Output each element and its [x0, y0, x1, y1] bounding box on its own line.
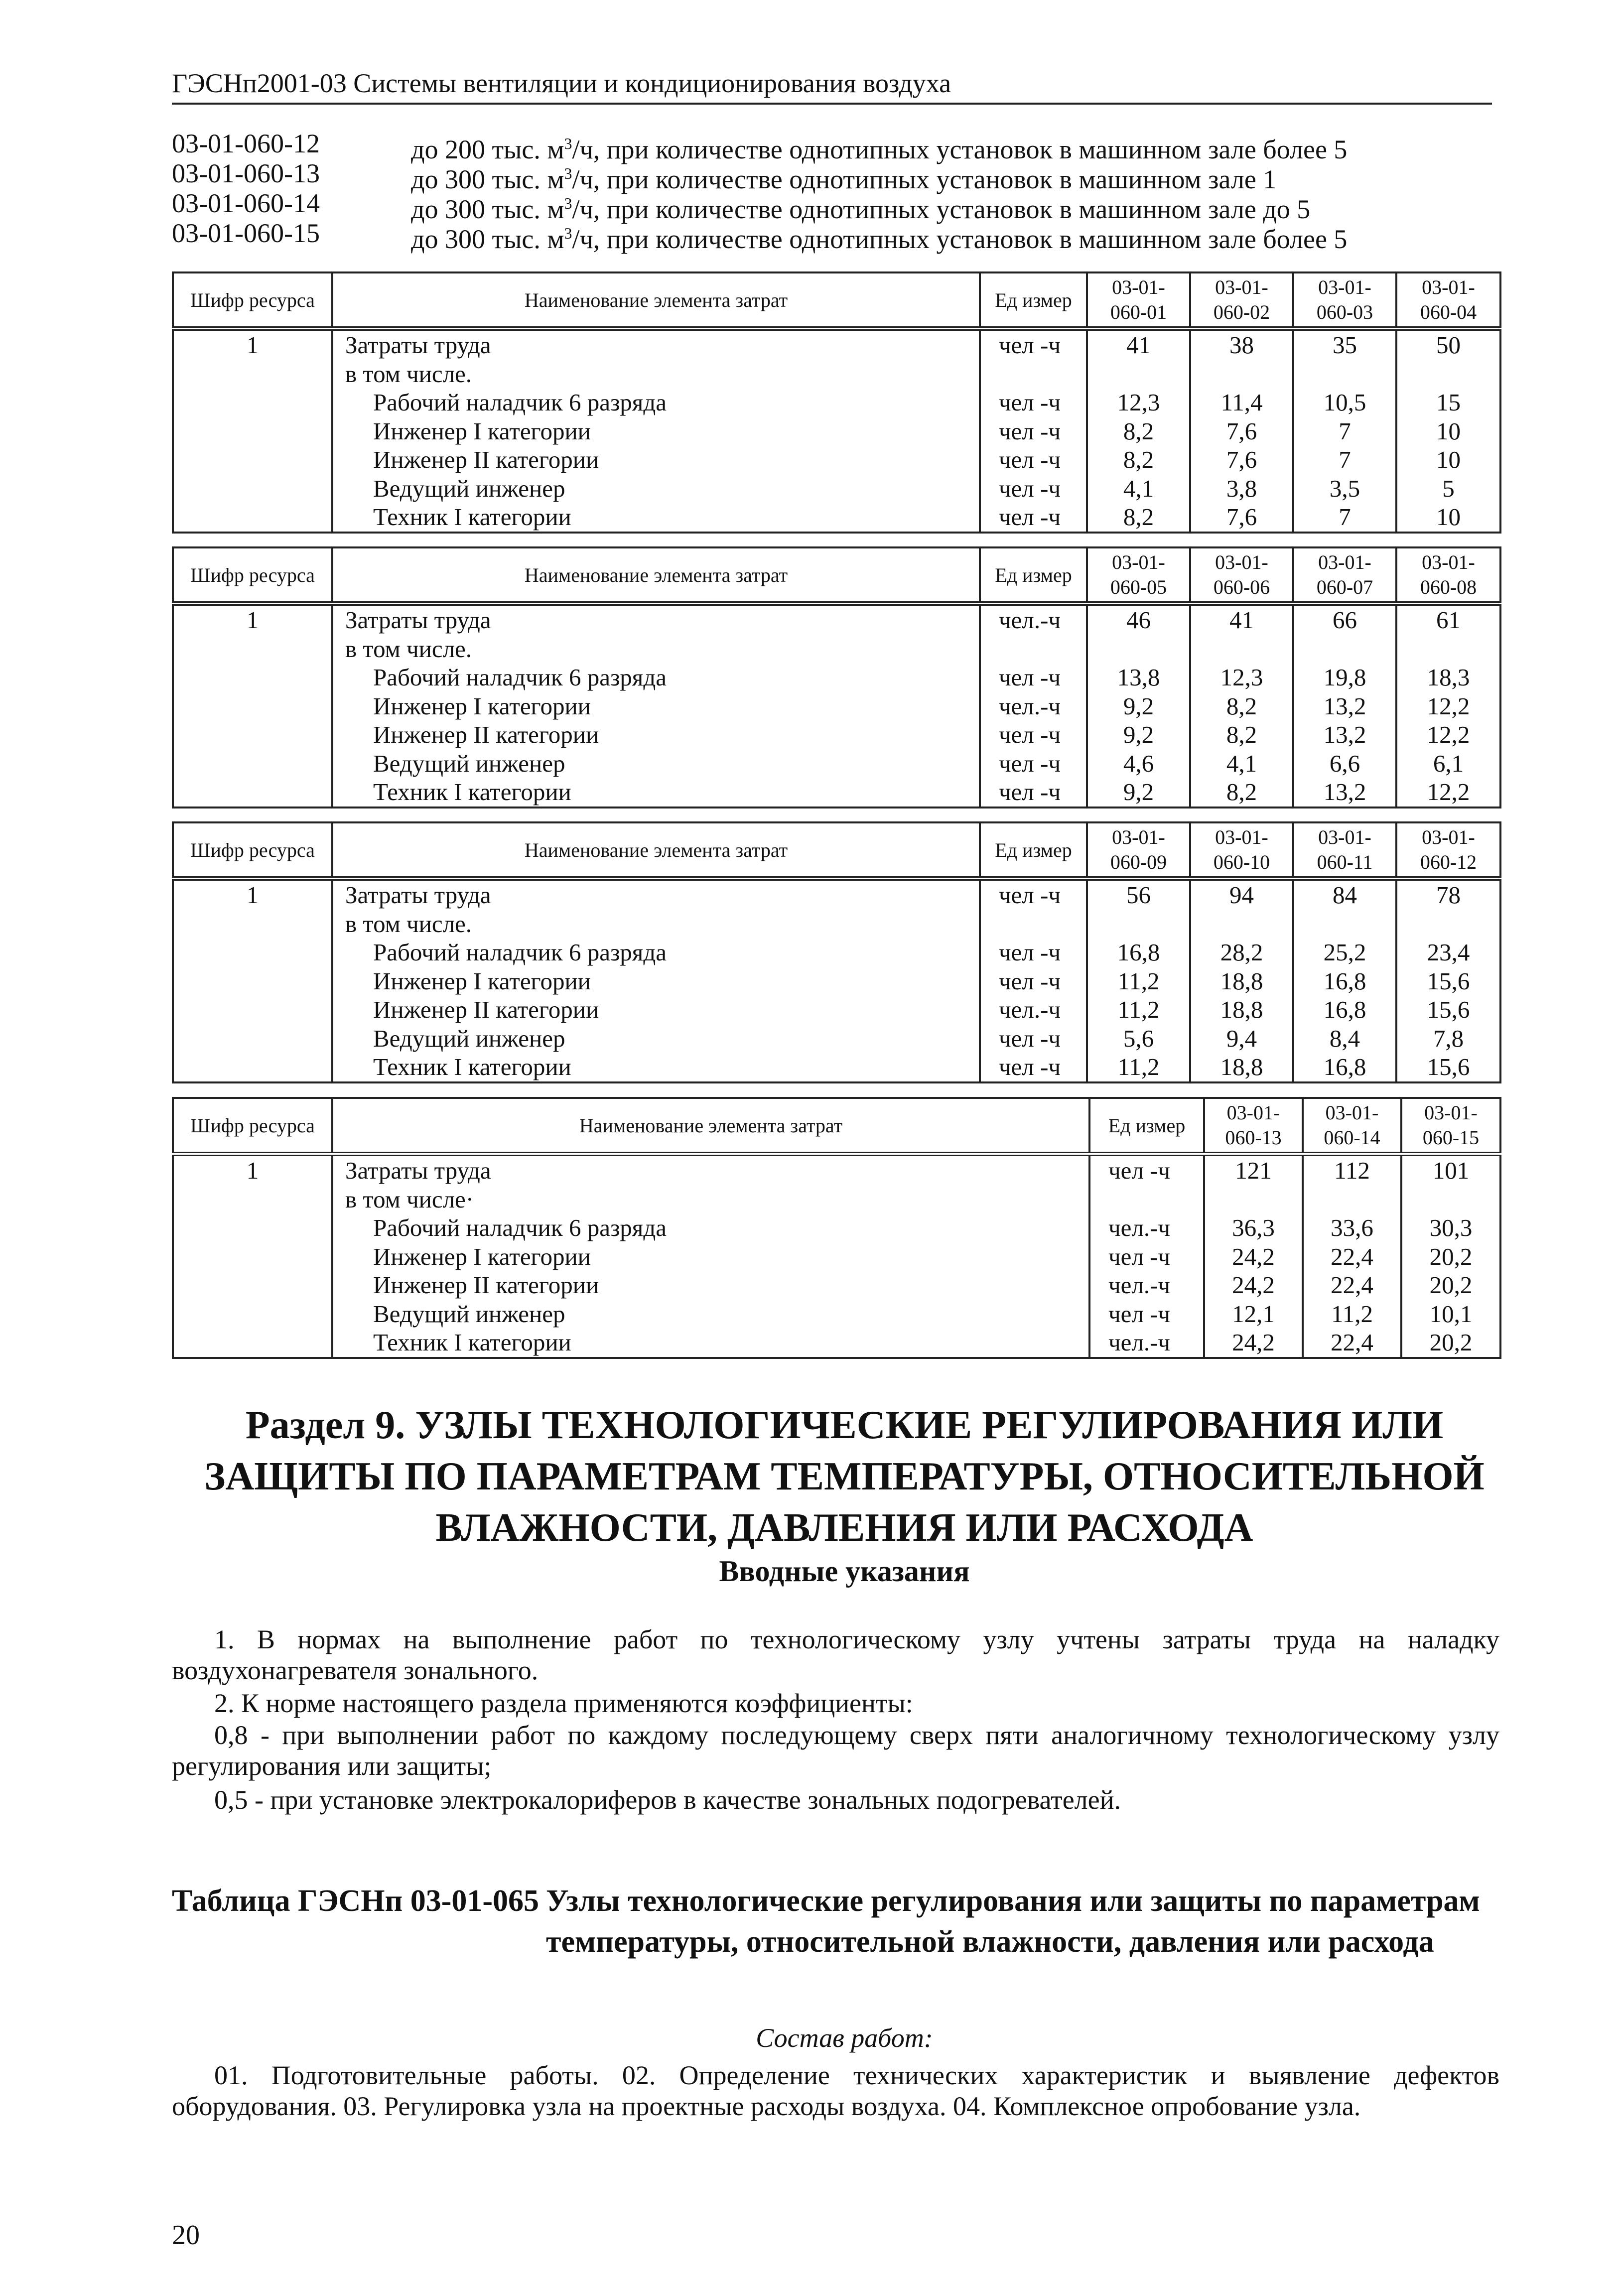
value-cell: [1204, 1185, 1303, 1214]
resource-code-cell: [173, 663, 332, 692]
header-cost-element: Наименование элемента затрат: [332, 1098, 1089, 1154]
value-cell: 10: [1396, 503, 1500, 533]
intro-paragraph: 1. В нормах на выполнение работ по технологическому узлу учтены затраты труда на наладку воздухонагревателя зонального.: [172, 1624, 1499, 1685]
resource-code-cell: [173, 1242, 332, 1271]
table-row: [173, 910, 1500, 939]
value-cell: 121: [1204, 1154, 1303, 1185]
unit-cell: чел -ч: [980, 1024, 1087, 1053]
value-cell: 35: [1293, 329, 1396, 360]
cost-element-cell: Ведущий инженер: [332, 749, 980, 778]
unit-cell: чел -ч: [980, 474, 1087, 503]
value-cell: 5: [1396, 474, 1500, 503]
table-row: [173, 329, 1500, 360]
value-cell: [1087, 635, 1190, 664]
table-row: [173, 1024, 1500, 1053]
section-title-line: ЗАЩИТЫ ПО ПАРАМЕТРАМ ТЕМПЕРАТУРЫ, ОТНОСИТЕЛЬНОЙ: [204, 1455, 1485, 1498]
value-cell: 8,2: [1087, 417, 1190, 446]
value-cell: 8,2: [1190, 778, 1293, 807]
code-id: 03-01-060-13: [172, 158, 320, 188]
value-cell: 9,2: [1087, 778, 1190, 807]
value-cell: 36,3: [1204, 1213, 1303, 1242]
resource-code-cell: 1: [173, 1154, 332, 1185]
value-cell: [1293, 635, 1396, 664]
unit-cell: чел.-ч: [1089, 1213, 1204, 1242]
table-row: [173, 417, 1500, 446]
value-cell: 9,2: [1087, 692, 1190, 721]
unit-cell: чел -ч: [980, 417, 1087, 446]
cost-element-cell: Инженер I категории: [332, 692, 980, 721]
value-cell: 8,2: [1190, 720, 1293, 749]
value-cell: 41: [1087, 329, 1190, 360]
cost-element-cell: Инженер II категории: [332, 1271, 1089, 1300]
value-cell: 7,8: [1396, 1024, 1500, 1053]
cost-element-cell: Инженер I категории: [332, 1242, 1089, 1271]
header-norm-code: 03-01- 060-02: [1190, 272, 1293, 329]
cost-element-cell: Ведущий инженер: [332, 1300, 1089, 1329]
unit-cell: [1089, 1185, 1204, 1214]
value-cell: [1087, 910, 1190, 939]
header-unit: Ед измер: [1089, 1098, 1204, 1154]
unit-cell: чел -ч: [980, 938, 1087, 967]
table-row: [173, 938, 1500, 967]
table-row: [173, 445, 1500, 474]
value-cell: 112: [1303, 1154, 1401, 1185]
header-unit: Ед измер: [980, 822, 1087, 879]
value-cell: 7: [1293, 417, 1396, 446]
value-cell: 101: [1401, 1154, 1500, 1185]
table-row: [173, 1154, 1500, 1185]
resource-code-cell: [173, 1213, 332, 1242]
value-cell: 12,1: [1204, 1300, 1303, 1329]
section-title-line: ВЛАЖНОСТИ, ДАВЛЕНИЯ ИЛИ РАСХОДА: [435, 1506, 1253, 1550]
code-desc: до 300 тыс. $м^3/ч$, при количестве однотипных установок в машинном зале более 5: [411, 224, 1348, 254]
header-resource-code: Шифр ресурса: [173, 547, 332, 604]
value-cell: 78: [1396, 879, 1500, 910]
unit-cell: [980, 635, 1087, 664]
value-cell: 13,2: [1293, 692, 1396, 721]
table-row: [173, 604, 1500, 635]
resource-code-cell: 1: [173, 879, 332, 910]
table-title: [172, 1881, 1517, 1962]
unit-cell: чел -ч: [980, 749, 1087, 778]
unit-cell: [980, 910, 1087, 939]
value-cell: 7,6: [1190, 445, 1293, 474]
table-row: [173, 360, 1500, 389]
cost-element-cell: Инженер II категории: [332, 995, 980, 1024]
value-cell: 8,2: [1087, 445, 1190, 474]
page-number: 20: [172, 2220, 200, 2251]
value-cell: 9,2: [1087, 720, 1190, 749]
unit-cell: чел.-ч: [1089, 1328, 1204, 1358]
unit-cell: [980, 360, 1087, 389]
code-id: 03-01-060-12: [172, 129, 320, 158]
header-norm-code: 03-01- 060-11: [1293, 822, 1396, 879]
table-row: [173, 720, 1500, 749]
section-title-line: Раздел 9. УЗЛЫ ТЕХНОЛОГИЧЕСКИЕ РЕГУЛИРОВАНИЯ ИЛИ: [245, 1403, 1444, 1447]
resource-code-cell: [173, 388, 332, 417]
value-cell: 7,6: [1190, 503, 1293, 533]
cost-element-cell: Затраты труда: [332, 1154, 1089, 1185]
value-cell: 10,1: [1401, 1300, 1500, 1329]
table-title-text: Узлы технологические регулирования или защиты по параметрам температуры, относительной влажности, давления или расхода: [546, 1884, 1480, 1959]
value-cell: 10,5: [1293, 388, 1396, 417]
cost-element-cell: Рабочий наладчик 6 разряда: [332, 1213, 1089, 1242]
code-line: [172, 188, 1517, 224]
table-row: [173, 879, 1500, 910]
value-cell: 94: [1190, 879, 1293, 910]
value-cell: 28,2: [1190, 938, 1293, 967]
header-norm-code: 03-01- 060-12: [1396, 822, 1500, 879]
resource-code-cell: [173, 778, 332, 807]
table-row: [173, 474, 1500, 503]
cost-element-cell: Затраты труда: [332, 879, 980, 910]
unit-cell: чел -ч: [980, 879, 1087, 910]
intro-paragraph: 0,8 - при выполнении работ по каждому последующему сверх пяти аналогичному технологическому узлу регулирования или защиты;: [172, 1720, 1499, 1781]
cost-element-cell: Инженер I категории: [332, 417, 980, 446]
value-cell: 12,2: [1396, 692, 1500, 721]
resource-code-cell: [173, 1185, 332, 1214]
value-cell: 46: [1087, 604, 1190, 635]
resource-code-cell: [173, 967, 332, 996]
unit-cell: чел.-ч: [980, 995, 1087, 1024]
value-cell: 24,2: [1204, 1242, 1303, 1271]
cost-element-cell: Техник I категории: [332, 778, 980, 807]
unit-cell: чел -ч: [980, 329, 1087, 360]
header-resource-code: Шифр ресурса: [173, 272, 332, 329]
cost-element-cell: в том числе·: [332, 1185, 1089, 1214]
value-cell: [1087, 360, 1190, 389]
unit-cell: чел -ч: [980, 778, 1087, 807]
resource-code-cell: [173, 635, 332, 664]
cost-element-cell: Рабочий наладчик 6 разряда: [332, 938, 980, 967]
value-cell: 12,2: [1396, 778, 1500, 807]
value-cell: [1396, 910, 1500, 939]
value-cell: 5,6: [1087, 1024, 1190, 1053]
work-composition-text: 01. Подготовительные работы. 02. Определение технических характеристик и выявление дефектов оборудования. 03. Регулировка узла на проектные расходы воздуха. 04. Комплексное опробование узла.: [172, 2060, 1499, 2121]
header-norm-code: 03-01- 060-10: [1190, 822, 1293, 879]
cost-element-cell: Техник I категории: [332, 503, 980, 533]
value-cell: 12,3: [1190, 663, 1293, 692]
resource-code-cell: 1: [173, 329, 332, 360]
header-norm-code: 03-01- 060-01: [1087, 272, 1190, 329]
value-cell: 4,1: [1190, 749, 1293, 778]
resource-code-cell: [173, 692, 332, 721]
value-cell: 10: [1396, 417, 1500, 446]
value-cell: 19,8: [1293, 663, 1396, 692]
cost-element-cell: Инженер II категории: [332, 445, 980, 474]
cost-element-cell: в том числе.: [332, 635, 980, 664]
table-row: [173, 967, 1500, 996]
code-line: [172, 218, 1517, 254]
unit-cell: чел -ч: [980, 503, 1087, 533]
value-cell: 18,8: [1190, 995, 1293, 1024]
resource-table: [172, 271, 1501, 534]
value-cell: 11,2: [1087, 967, 1190, 996]
table-title-label: Таблица ГЭСНп 03-01-065: [172, 1884, 540, 1918]
intro-paragraph: 0,5 - при установке электрокалориферов в качестве зональных подогревателей.: [214, 1785, 1121, 1815]
value-cell: 84: [1293, 879, 1396, 910]
header-norm-code: 03-01- 060-04: [1396, 272, 1500, 329]
unit-cell: чел -ч: [1089, 1154, 1204, 1185]
value-cell: 13,2: [1293, 720, 1396, 749]
resource-code-cell: [173, 445, 332, 474]
cost-element-cell: в том числе.: [332, 360, 980, 389]
code-desc: до 300 тыс. $м^3/ч$, при количестве однотипных установок в машинном зале 1: [411, 164, 1277, 194]
code-desc: до 300 тыс. $м^3/ч$, при количестве однотипных установок в машинном зале до 5: [411, 194, 1311, 224]
resource-code-cell: [173, 1024, 332, 1053]
resource-code-cell: [173, 417, 332, 446]
value-cell: 4,6: [1087, 749, 1190, 778]
unit-cell: чел -ч: [980, 663, 1087, 692]
value-cell: 20,2: [1401, 1328, 1500, 1358]
header-unit: Ед измер: [980, 272, 1087, 329]
code-id: 03-01-060-14: [172, 188, 320, 218]
unit-cell: чел -ч: [1089, 1300, 1204, 1329]
table-row: [173, 1328, 1500, 1358]
cost-element-cell: Ведущий инженер: [332, 1024, 980, 1053]
value-cell: 15,6: [1396, 1053, 1500, 1082]
value-cell: 9,4: [1190, 1024, 1293, 1053]
resource-code-cell: [173, 910, 332, 939]
resource-code-cell: [173, 938, 332, 967]
resource-table: [172, 1097, 1501, 1359]
resource-code-cell: [173, 995, 332, 1024]
value-cell: 22,4: [1303, 1271, 1401, 1300]
value-cell: 15,6: [1396, 995, 1500, 1024]
table-row: [173, 663, 1500, 692]
header-norm-code: 03-01- 060-05: [1087, 547, 1190, 604]
table-row: [173, 1053, 1500, 1082]
value-cell: 8,4: [1293, 1024, 1396, 1053]
header-norm-code: 03-01- 060-03: [1293, 272, 1396, 329]
table-row: [173, 503, 1500, 533]
table-row: [173, 388, 1500, 417]
unit-cell: чел -ч: [980, 720, 1087, 749]
table-row: [173, 1242, 1500, 1271]
value-cell: 11,2: [1087, 1053, 1190, 1082]
table-row: [173, 692, 1500, 721]
unit-cell: чел -ч: [980, 445, 1087, 474]
value-cell: 13,2: [1293, 778, 1396, 807]
value-cell: 7: [1293, 445, 1396, 474]
value-cell: 18,8: [1190, 1053, 1293, 1082]
value-cell: 23,4: [1396, 938, 1500, 967]
value-cell: 22,4: [1303, 1242, 1401, 1271]
unit-cell: чел -ч: [980, 1053, 1087, 1082]
resource-code-cell: [173, 360, 332, 389]
value-cell: 38: [1190, 329, 1293, 360]
value-cell: 6,1: [1396, 749, 1500, 778]
value-cell: 6,6: [1293, 749, 1396, 778]
resource-code-cell: 1: [173, 604, 332, 635]
value-cell: 16,8: [1293, 1053, 1396, 1082]
cost-element-cell: Рабочий наладчик 6 разряда: [332, 388, 980, 417]
value-cell: 25,2: [1293, 938, 1396, 967]
value-cell: [1401, 1185, 1500, 1214]
value-cell: 66: [1293, 604, 1396, 635]
code-desc: до 200 тыс. $м^3/ч$, при количестве однотипных установок в машинном зале более 5: [411, 134, 1348, 164]
value-cell: 24,2: [1204, 1328, 1303, 1358]
value-cell: 12,3: [1087, 388, 1190, 417]
value-cell: 56: [1087, 879, 1190, 910]
value-cell: [1190, 360, 1293, 389]
cost-element-cell: в том числе.: [332, 910, 980, 939]
table-row: [173, 1271, 1500, 1300]
value-cell: 16,8: [1293, 967, 1396, 996]
header-norm-code: 03-01- 060-07: [1293, 547, 1396, 604]
cost-element-cell: Техник I категории: [332, 1328, 1089, 1358]
header-norm-code: 03-01- 060-14: [1303, 1098, 1401, 1154]
intro-heading: Вводные указания: [719, 1555, 970, 1588]
value-cell: [1303, 1185, 1401, 1214]
code-id: 03-01-060-15: [172, 218, 320, 248]
intro-paragraph: 2. К норме настоящего раздела применяются коэффициенты:: [214, 1688, 913, 1718]
cost-element-cell: Рабочий наладчик 6 разряда: [332, 663, 980, 692]
value-cell: [1293, 910, 1396, 939]
value-cell: 20,2: [1401, 1271, 1500, 1300]
unit-cell: чел -ч: [980, 388, 1087, 417]
value-cell: 20,2: [1401, 1242, 1500, 1271]
cost-element-cell: Инженер II категории: [332, 720, 980, 749]
value-cell: 22,4: [1303, 1328, 1401, 1358]
header-norm-code: 03-01- 060-09: [1087, 822, 1190, 879]
value-cell: [1190, 635, 1293, 664]
unit-cell: чел.-ч: [980, 604, 1087, 635]
table-row: [173, 1300, 1500, 1329]
value-cell: [1190, 910, 1293, 939]
value-cell: 11,2: [1303, 1300, 1401, 1329]
value-cell: 3,8: [1190, 474, 1293, 503]
value-cell: 7: [1293, 503, 1396, 533]
work-composition-heading: Состав работ:: [756, 2023, 933, 2053]
resource-code-cell: [173, 1328, 332, 1358]
cost-element-cell: Ведущий инженер: [332, 474, 980, 503]
value-cell: [1293, 360, 1396, 389]
value-cell: 24,2: [1204, 1271, 1303, 1300]
header-norm-code: 03-01- 060-15: [1401, 1098, 1500, 1154]
header-norm-code: 03-01- 060-13: [1204, 1098, 1303, 1154]
value-cell: 8,2: [1087, 503, 1190, 533]
value-cell: 8,2: [1190, 692, 1293, 721]
unit-cell: чел -ч: [1089, 1242, 1204, 1271]
resource-table: [172, 821, 1501, 1083]
resource-table: [172, 546, 1501, 808]
header-norm-code: 03-01- 060-08: [1396, 547, 1500, 604]
resource-code-cell: [173, 474, 332, 503]
code-list: [172, 129, 1517, 254]
value-cell: 30,3: [1401, 1213, 1500, 1242]
value-cell: 15: [1396, 388, 1500, 417]
unit-cell: чел.-ч: [1089, 1271, 1204, 1300]
value-cell: 3,5: [1293, 474, 1396, 503]
value-cell: [1396, 360, 1500, 389]
value-cell: 13,8: [1087, 663, 1190, 692]
value-cell: 50: [1396, 329, 1500, 360]
resource-code-cell: [173, 1053, 332, 1082]
resource-code-cell: [173, 503, 332, 533]
value-cell: 16,8: [1293, 995, 1396, 1024]
value-cell: 7,6: [1190, 417, 1293, 446]
running-header: ГЭСНп2001-03 Системы вентиляции и кондиционирования воздуха: [172, 67, 1492, 105]
cost-element-cell: Затраты труда: [332, 604, 980, 635]
header-resource-code: Шифр ресурса: [173, 1098, 332, 1154]
value-cell: 10: [1396, 445, 1500, 474]
value-cell: 18,3: [1396, 663, 1500, 692]
resource-code-cell: [173, 720, 332, 749]
cost-element-cell: Техник I категории: [332, 1053, 980, 1082]
resource-code-cell: [173, 1300, 332, 1329]
unit-cell: чел -ч: [980, 967, 1087, 996]
cost-element-cell: Инженер I категории: [332, 967, 980, 996]
value-cell: 61: [1396, 604, 1500, 635]
header-cost-element: Наименование элемента затрат: [332, 272, 980, 329]
unit-cell: чел.-ч: [980, 692, 1087, 721]
table-row: [173, 635, 1500, 664]
value-cell: 4,1: [1087, 474, 1190, 503]
resource-code-cell: [173, 749, 332, 778]
header-cost-element: Наименование элемента затрат: [332, 547, 980, 604]
value-cell: 11,2: [1087, 995, 1190, 1024]
header-norm-code: 03-01- 060-06: [1190, 547, 1293, 604]
value-cell: 41: [1190, 604, 1293, 635]
value-cell: 18,8: [1190, 967, 1293, 996]
table-row: [173, 995, 1500, 1024]
value-cell: 15,6: [1396, 967, 1500, 996]
value-cell: 33,6: [1303, 1213, 1401, 1242]
value-cell: 12,2: [1396, 720, 1500, 749]
header-unit: Ед измер: [980, 547, 1087, 604]
table-row: [173, 1213, 1500, 1242]
value-cell: 11,4: [1190, 388, 1293, 417]
cost-element-cell: Затраты труда: [332, 329, 980, 360]
header-cost-element: Наименование элемента затрат: [332, 822, 980, 879]
value-cell: [1396, 635, 1500, 664]
table-row: [173, 749, 1500, 778]
table-row: [173, 778, 1500, 807]
resource-code-cell: [173, 1271, 332, 1300]
section-title: [172, 1400, 1517, 1554]
header-resource-code: Шифр ресурса: [173, 822, 332, 879]
table-row: [173, 1185, 1500, 1214]
code-line: [172, 129, 1517, 164]
value-cell: 16,8: [1087, 938, 1190, 967]
